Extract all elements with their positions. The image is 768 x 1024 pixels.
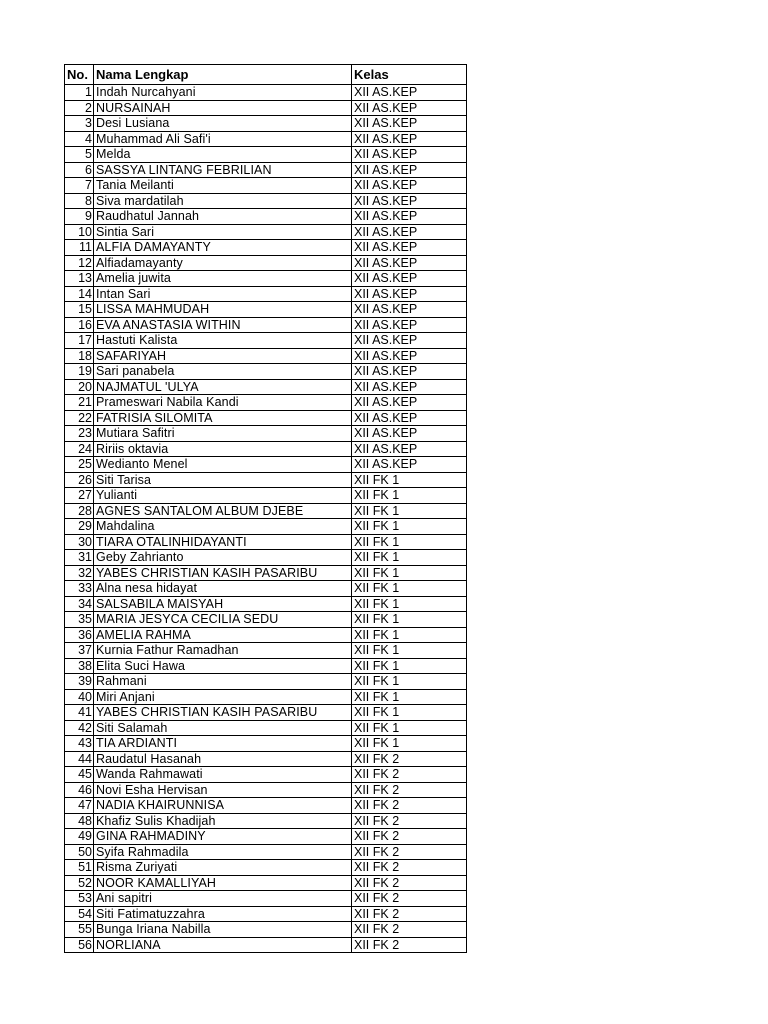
table-body [65,85,467,953]
student-class: XII FK 2 [352,751,467,767]
table-row [65,317,467,333]
table-row [65,379,467,395]
table-row [65,798,467,814]
student-name: Siti Fatimatuzzahra [94,906,352,922]
table-row [65,348,467,364]
row-number: 35 [65,612,94,628]
student-name: TIA ARDIANTI [94,736,352,752]
student-class: XII FK 2 [352,906,467,922]
table-row [65,224,467,240]
row-number: 9 [65,209,94,225]
student-name: LISSA MAHMUDAH [94,302,352,318]
row-number: 2 [65,100,94,116]
table-row [65,131,467,147]
student-class: XII AS.KEP [352,379,467,395]
row-number: 43 [65,736,94,752]
student-name: Ani sapitri [94,891,352,907]
student-name: GINA RAHMADINY [94,829,352,845]
student-class: XII FK 1 [352,720,467,736]
table-row [65,829,467,845]
table-row [65,240,467,256]
student-class: XII AS.KEP [352,240,467,256]
table-row [65,581,467,597]
row-number: 8 [65,193,94,209]
student-class: XII AS.KEP [352,271,467,287]
student-name: MARIA JESYCA CECILIA SEDU [94,612,352,628]
table-row [65,751,467,767]
table-row [65,209,467,225]
table-row [65,488,467,504]
student-name: Intan Sari [94,286,352,302]
student-name: NADIA KHAIRUNNISA [94,798,352,814]
student-class: XII AS.KEP [352,85,467,101]
row-number: 1 [65,85,94,101]
student-class: XII FK 1 [352,736,467,752]
table-row [65,736,467,752]
row-number: 39 [65,674,94,690]
student-class: XII FK 1 [352,612,467,628]
student-class: XII AS.KEP [352,457,467,473]
row-number: 11 [65,240,94,256]
table-row [65,395,467,411]
row-number: 53 [65,891,94,907]
row-number: 37 [65,643,94,659]
student-class: XII AS.KEP [352,116,467,132]
student-class: XII AS.KEP [352,317,467,333]
student-name: Desi Lusiana [94,116,352,132]
table-row [65,503,467,519]
row-number: 17 [65,333,94,349]
table-row [65,519,467,535]
student-class: XII FK 2 [352,875,467,891]
student-class: XII AS.KEP [352,209,467,225]
student-class: XII FK 1 [352,581,467,597]
row-number: 16 [65,317,94,333]
student-name: YABES CHRISTIAN KASIH PASARIBU [94,705,352,721]
row-number: 23 [65,426,94,442]
student-name: SASSYA LINTANG FEBRILIAN [94,162,352,178]
table-row [65,178,467,194]
student-name: Siti Salamah [94,720,352,736]
row-number: 3 [65,116,94,132]
row-number: 38 [65,658,94,674]
row-number: 14 [65,286,94,302]
student-class: XII FK 2 [352,767,467,783]
student-name: Wedianto Menel [94,457,352,473]
student-class: XII AS.KEP [352,255,467,271]
table-row [65,906,467,922]
student-class: XII AS.KEP [352,395,467,411]
row-number: 13 [65,271,94,287]
student-name: Miri Anjani [94,689,352,705]
student-name: Novi Esha Hervisan [94,782,352,798]
row-number: 55 [65,922,94,938]
student-name: EVA ANASTASIA WITHIN [94,317,352,333]
row-number: 12 [65,255,94,271]
row-number: 42 [65,720,94,736]
student-class: XII AS.KEP [352,410,467,426]
table-row [65,364,467,380]
student-class: XII FK 2 [352,937,467,953]
row-number: 4 [65,131,94,147]
row-number: 7 [65,178,94,194]
row-number: 22 [65,410,94,426]
student-name: TIARA OTALINHIDAYANTI [94,534,352,550]
student-name: Alna nesa hidayat [94,581,352,597]
row-number: 36 [65,627,94,643]
student-class: XII FK 1 [352,565,467,581]
student-name: Siti Tarisa [94,472,352,488]
student-name: Sari panabela [94,364,352,380]
table-row [65,162,467,178]
student-name: Geby Zahrianto [94,550,352,566]
header-no: No. [65,65,94,85]
table-row [65,302,467,318]
table-row [65,255,467,271]
table-row [65,674,467,690]
table-row [65,271,467,287]
student-name: SALSABILA MAISYAH [94,596,352,612]
student-name: Khafiz Sulis Khadijah [94,813,352,829]
table-row [65,891,467,907]
table-row [65,689,467,705]
student-name: ALFIA DAMAYANTY [94,240,352,256]
student-name: SAFARIYAH [94,348,352,364]
row-number: 6 [65,162,94,178]
student-name: Sintia Sari [94,224,352,240]
table-row [65,922,467,938]
student-class: XII FK 1 [352,550,467,566]
student-class: XII AS.KEP [352,286,467,302]
row-number: 30 [65,534,94,550]
row-number: 10 [65,224,94,240]
row-number: 28 [65,503,94,519]
row-number: 18 [65,348,94,364]
row-number: 45 [65,767,94,783]
student-class: XII FK 2 [352,798,467,814]
student-class: XII FK 1 [352,534,467,550]
table-row [65,813,467,829]
table-row [65,627,467,643]
student-class: XII FK 2 [352,782,467,798]
table-row [65,875,467,891]
table-row [65,333,467,349]
student-name: Ririis oktavia [94,441,352,457]
table-row [65,844,467,860]
student-name: Prameswari Nabila Kandi [94,395,352,411]
student-class: XII FK 2 [352,844,467,860]
student-name: Elita Suci Hawa [94,658,352,674]
table-row [65,705,467,721]
student-name: Bunga Iriana Nabilla [94,922,352,938]
row-number: 31 [65,550,94,566]
table-row [65,658,467,674]
table-row [65,85,467,101]
student-class: XII FK 2 [352,891,467,907]
student-class: XII FK 1 [352,519,467,535]
student-name: NOOR KAMALLIYAH [94,875,352,891]
table-row [65,550,467,566]
header-name: Nama Lengkap [94,65,352,85]
header-row [65,65,467,85]
row-number: 19 [65,364,94,380]
student-class: XII AS.KEP [352,100,467,116]
table-row [65,441,467,457]
row-number: 20 [65,379,94,395]
student-class: XII FK 2 [352,813,467,829]
student-name: NORLIANA [94,937,352,953]
student-name: Risma Zuriyati [94,860,352,876]
table-row [65,147,467,163]
table-row [65,720,467,736]
student-name: Melda [94,147,352,163]
student-class: XII FK 1 [352,705,467,721]
student-name: YABES CHRISTIAN KASIH PASARIBU [94,565,352,581]
student-class: XII FK 1 [352,472,467,488]
student-class: XII FK 1 [352,643,467,659]
student-name: Syifa Rahmadila [94,844,352,860]
student-list-table [64,64,467,953]
row-number: 50 [65,844,94,860]
row-number: 49 [65,829,94,845]
student-class: XII AS.KEP [352,348,467,364]
student-class: XII AS.KEP [352,162,467,178]
student-name: Mutiara Safitri [94,426,352,442]
student-class: XII AS.KEP [352,131,467,147]
student-name: Raudatul Hasanah [94,751,352,767]
student-class: XII AS.KEP [352,147,467,163]
student-class: XII AS.KEP [352,224,467,240]
row-number: 32 [65,565,94,581]
table-row [65,472,467,488]
student-class: XII AS.KEP [352,193,467,209]
student-name: Siva mardatilah [94,193,352,209]
row-number: 40 [65,689,94,705]
table-row [65,596,467,612]
student-name: NURSAINAH [94,100,352,116]
table-row [65,782,467,798]
table-row [65,612,467,628]
table-row [65,767,467,783]
student-class: XII FK 1 [352,689,467,705]
student-class: XII AS.KEP [352,178,467,194]
student-name: NAJMATUL 'ULYA [94,379,352,395]
row-number: 24 [65,441,94,457]
student-class: XII AS.KEP [352,426,467,442]
row-number: 29 [65,519,94,535]
row-number: 26 [65,472,94,488]
row-number: 5 [65,147,94,163]
row-number: 21 [65,395,94,411]
table-row [65,100,467,116]
row-number: 25 [65,457,94,473]
student-class: XII AS.KEP [352,441,467,457]
table-row [65,565,467,581]
row-number: 41 [65,705,94,721]
row-number: 47 [65,798,94,814]
student-name: Kurnia Fathur Ramadhan [94,643,352,659]
row-number: 34 [65,596,94,612]
table-row [65,937,467,953]
table-row [65,410,467,426]
student-class: XII AS.KEP [352,364,467,380]
student-name: Yulianti [94,488,352,504]
header-kelas: Kelas [352,65,467,85]
student-class: XII FK 2 [352,922,467,938]
table-row [65,534,467,550]
row-number: 15 [65,302,94,318]
row-number: 48 [65,813,94,829]
row-number: 56 [65,937,94,953]
student-class: XII AS.KEP [352,333,467,349]
student-name: Mahdalina [94,519,352,535]
student-name: Muhammad Ali Safi'i [94,131,352,147]
student-class: XII AS.KEP [352,302,467,318]
row-number: 51 [65,860,94,876]
row-number: 46 [65,782,94,798]
student-class: XII FK 2 [352,860,467,876]
student-class: XII FK 1 [352,658,467,674]
student-class: XII FK 1 [352,674,467,690]
student-name: Tania Meilanti [94,178,352,194]
student-class: XII FK 1 [352,488,467,504]
row-number: 52 [65,875,94,891]
table-row [65,426,467,442]
row-number: 54 [65,906,94,922]
student-name: Wanda Rahmawati [94,767,352,783]
student-class: XII FK 2 [352,829,467,845]
student-class: XII FK 1 [352,596,467,612]
table-row [65,457,467,473]
table-row [65,286,467,302]
table-row [65,643,467,659]
student-class: XII FK 1 [352,503,467,519]
student-name: Alfiadamayanty [94,255,352,271]
student-class: XII FK 1 [352,627,467,643]
student-name: FATRISIA SILOMITA [94,410,352,426]
student-name: AGNES SANTALOM ALBUM DJEBE [94,503,352,519]
student-name: Rahmani [94,674,352,690]
table-row [65,116,467,132]
row-number: 27 [65,488,94,504]
table-row [65,193,467,209]
row-number: 44 [65,751,94,767]
student-name: Amelia juwita [94,271,352,287]
student-name: Indah Nurcahyani [94,85,352,101]
student-name: AMELIA RAHMA [94,627,352,643]
student-name: Hastuti Kalista [94,333,352,349]
table-row [65,860,467,876]
student-name: Raudhatul Jannah [94,209,352,225]
row-number: 33 [65,581,94,597]
